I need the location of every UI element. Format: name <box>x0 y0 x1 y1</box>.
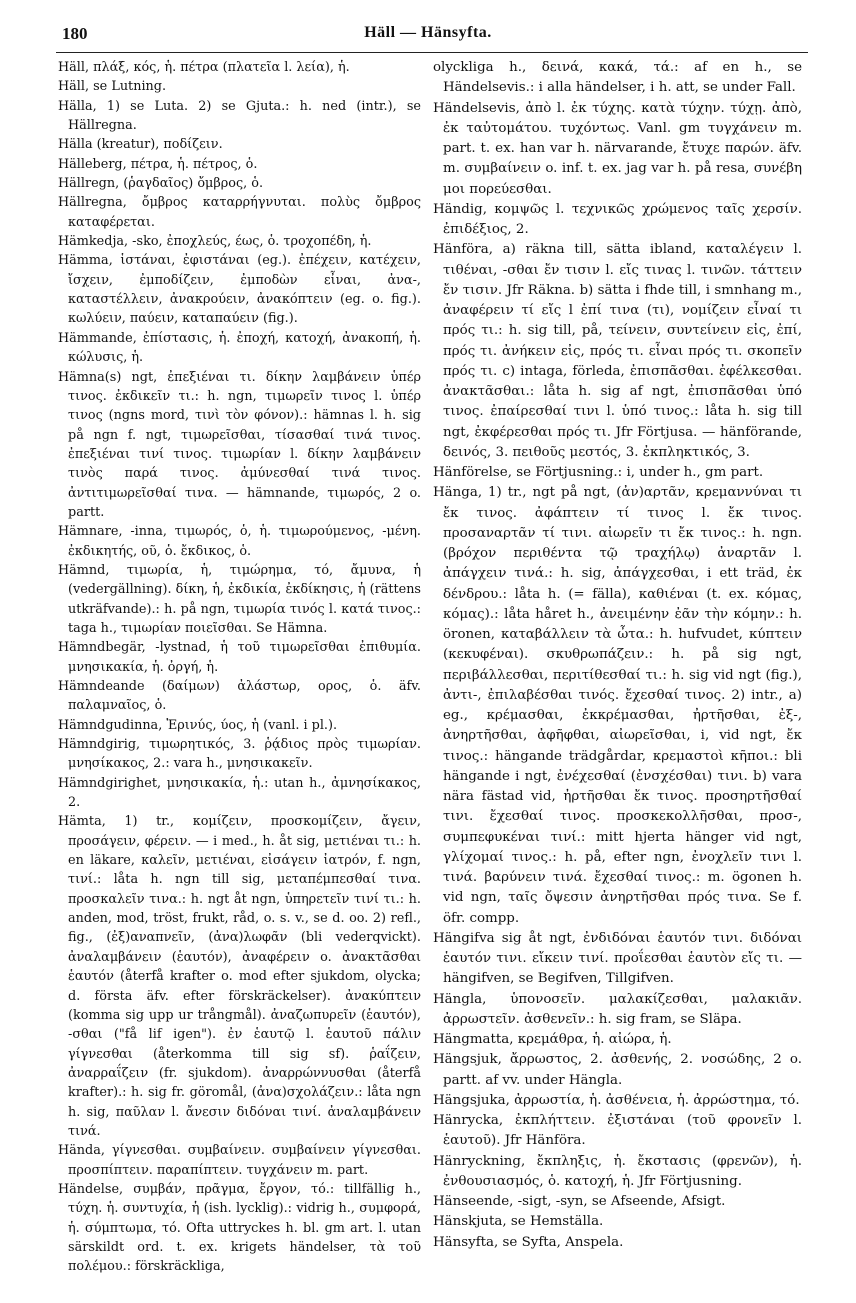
dictionary-entry: Hämndgirig, τιμωρητικός, 3. ῥᾴδιος πρὸς τιμωρίαν. μνησίκακος, 2.: vara h., μνησικακεῖν. <box>58 737 421 772</box>
header-rule <box>56 52 808 53</box>
dictionary-entry: Hälleberg, πέτρα, ἡ. πέτρος, ὁ. <box>58 156 258 172</box>
dictionary-entry: Hämnd, τιμωρία, ἡ, τιμώρημα, τό, ἄμυνα, ἡ (vedergällning). δίκη, ἡ, ἐκδικία, ἐκδίκησις, ἡ (rättens utkräfvande).: h. på ngn, τιμωρία τινός l. κατά τινος.: taga h., τιμωρίαν ποιεῖσθαι. Se Hämna. <box>58 562 421 636</box>
dictionary-entry: Hämndeande (δαίμων) ἀλάστωρ, ορος, ὁ. äfv. παλαμναῖος, ὁ. <box>58 679 421 714</box>
dictionary-entry: Hämndgudinna, Ἐρινύς, ύος, ἡ (vanl. i pl.). <box>58 717 338 733</box>
dictionary-entry: Hänga, 1) tr., ngt på ngt, (ἀν)αρτᾶν, κρεμαννύναι τι ἔκ τινος. ἀφάπτειν τί τινος l. ἔκ τινος. προσαναρτᾶν τί τινι. αἰωρεῖν τι ἔκ τινος.: h. ngn. (βρόχον περιθέντα τῷ τραχήλῳ) ἀναρτᾶν l. ἀπάγχειν τινά.: h. sig, ἀπάγχεσθαι, i ett träd, ἐκ δένδρου.: låta h. (= fälla), καθιέναι (t. ex. κόμας, κόμας).: låta håret h., ἀνειμένην ἐᾶν τὴν κόμην.: h. öronen, καταβάλλειν τὰ ὦτα.: h. hufvudet, κύπτειν (κεκυφέναι). σκυθρωπάζειν.: h. på sig ngt, περιβάλλεσθαι, περιτίθεσθαί τι.: h. sig vid ngt (fig.), ἀντι-, ἐπιλαβέσθαι τινός. ἔχεσθαί τινος. 2) intr., a) eg., κρέμασθαι, ἐκκρέμασθαι, ἠρτῆσθαι, ἐξ-, ἀνηρτῆσθαι, ἀφῆφθαι, αἰωρεῖσθαι, i, vid ngt, ἔκ τινος.: hängande trädgårdar, κρεμαστοὶ κῆποι.: bli hängande i ngt, ἐνέχεσθαί (ἐνσχέσθαι) τινι. b) vara nära fästad vid, ἠρτῆσθαι ἔκ τινος. προσηρτῆσθαί τινι. ἔχεσθαί τινος. προσκεκολλῆσθαι, προσ-, συμπεφυκέναι τινί.: mitt hjerta hänger vid ngt, γλίχομαί τινος.: h. på, efter ngn, ἐνοχλεῖν τινι l. τινά. βαρύνειν τινά. ἔχεσθαί τινος.: m. ögonen h. vid ngn, ταῖς ὄψεσιν ἀνηρτῆσθαι πρός τινα. Se f. öfr. compp. <box>433 485 802 926</box>
left-column <box>58 58 421 1293</box>
dictionary-entry: Hänrycka, ἐκπλήττειν. ἐξιστάναι (τοῦ φρονεῖν l. ἑαυτοῦ). Jfr Hänföra. <box>433 1113 802 1149</box>
dictionary-entry: Hängsjuk, ἄρρωστος, 2. ἀσθενής, 2. νοσώδης, 2 o. partt. af vv. under Hängla. <box>433 1052 802 1088</box>
dictionary-entry: Hämmande, ἐπίστασις, ἡ. ἐποχή, κατοχή, ἀνακοπή, ἡ. κώλυσις, ἡ. <box>58 330 421 366</box>
dictionary-entry: Händig, κομψῶς l. τεχνικῶς χρώμενος ταῖς χερσίν. ἐπιδέξιος, 2. <box>433 201 802 237</box>
dictionary-entry: Hänföra, a) räkna till, sätta ibland, καταλέγειν l. τιθέναι, -σθαι ἔν τισιν l. εἴς τινας l. τινῶν. τάττειν ἔν τισιν. Jfr Räkna. b) sätta i fhde till, i smnhang m., ἀναφέρειν τί εἴς l ἐπί τινα (τι), νομίζειν εἶναί τι πρός τι.: h. sig till, på, τείνειν, συντείνειν εἰς, ἐπί, πρός τι. ἀνήκειν εἰς, πρός τι. εἶναι πρός τι. σκοπεῖν πρός τι. c) intaga, förleda, ἐπισπᾶσθαι. ἐφέλκεσθαι. ἀνακτᾶσθαι.: låta h. sig af ngt, ἐπισπᾶσθαι ὑπό τινος. ἐπαίρεσθαί τινι l. ὑπό τινος.: låta h. sig till ngt, ἐκφέρεσθαι πρός τι. Jfr Förtjusa. — hänförande, δεινός, 3. πειθοῦς μεστός, 3. ἐκπληκτικός, 3. <box>433 242 802 460</box>
dictionary-entry: Häll, se Lutning. <box>58 79 167 95</box>
right-column <box>433 58 802 1293</box>
dictionary-entry: Hängla, ὑπονοσεῖν. μαλακίζεσθαι, μαλακιᾶν. ἀρρωστεῖν. ἀσθενεῖν.: h. sig fram, se Släpa. <box>433 991 802 1027</box>
dictionary-entry: Hängmatta, κρεμάθρα, ἡ. αἰώρα, ἡ. <box>433 1032 672 1047</box>
dictionary-entry: Hänseende, -sigt, -syn, se Afseende, Afsigt. <box>433 1194 726 1209</box>
dictionary-entry: Händelsevis, ἀπὸ l. ἐκ τύχης. κατὰ τύχην. τύχῃ. ἀπὸ, ἐκ ταὐτομάτου. τυχόντως. Vanl. gm τυγχάνειν m. part. t. ex. han var h. närvarande, ἔτυχε παρών. äfv. m. συμβαίνειν o. inf. t. ex. jag var h. på resa, συνέβη μοι πορεύεσθαι. <box>433 100 802 197</box>
dictionary-entry: Hälla, 1) se Luta. 2) se Gjuta.: h. ned (intr.), se Hällregna. <box>58 98 421 134</box>
dictionary-entry: Hängsjuka, ἀρρωστία, ἡ. ἀσθένεια, ἡ. ἀρρώστημα, τό. <box>433 1092 800 1108</box>
dictionary-entry: Händelse, συμβάν, πρᾶγμα, ἔργον, τό.: tillfällig h., τύχη. ἡ. συντυχία, ἡ (ish. lycklig).: vidrig h., συμφορά, ἡ. σύμπτωμα, τό. Ofta uttryckes h. bl. gm art. l. utan särskildt ord. t. ex. krigets händelser, τὰ τοῦ πολέμου.: förskräckliga, <box>58 1181 421 1275</box>
dictionary-entry: Hänförelse, se Förtjusning.: i, under h., gm part. <box>433 465 764 480</box>
dictionary-entry: Hänsyfta, se Syfta, Anspela. <box>433 1234 624 1250</box>
dictionary-entry: Häll, πλάξ, κός, ἡ. πέτρα (πλατεῖα l. λεία), ἡ. <box>58 60 350 75</box>
dictionary-entry: Hända, γίγνεσθαι. συμβαίνειν. συμβαίνειν γίγνεσθαι. προσπίπτειν. παραπίπτειν. τυγχάνειν m. part. <box>58 1143 421 1178</box>
dictionary-entry: Hälla (kreatur), ποδίζειν. <box>58 137 223 153</box>
dictionary-entry: Hänskjuta, se Hemställa. <box>433 1214 604 1230</box>
dictionary-entry: Hämkedja, -sko, ἐποχλεύς, έως, ὁ. τροχοπέδη, ἡ. <box>58 234 372 250</box>
dictionary-entry: Hämma, ἱστάναι, ἐφιστάναι (eg.). ἐπέχειν, κατέχειν, ἴσχειν, ἐμποδίζειν, ἐμποδὼν εἶναι, ἀνα-, καταστέλλειν, ἀνακρούειν, ἀνακόπτειν (eg. o. fig.). κωλύειν, παύειν, καταπαύειν (fig.). <box>58 253 421 327</box>
dictionary-entry: Hämna(s) ngt, ἐπεξιέναι τι. δίκην λαμβάνειν ὑπέρ τινος. ἐκδικεῖν τι.: h. ngn, τιμωρεῖν τινος l. ὑπέρ τινος (ngns mord, τινὶ τὸν φόνον).: hämnas l. h. sig på ngn f. ngt, τιμωρεῖσθαι, τίσασθαί τινά τινος. ἐπεξιέναι τινί τινος. τιμωρίαν l. δίκην λαμβάνειν τινὸς παρά τινος. ἀμύνεσθαί τινά τινος. ἀντιτιμωρεῖσθαί τινα. — hämnande, τιμωρός, 2 o. partt. <box>58 369 421 520</box>
dictionary-entry: Hänryckning, ἔκπληξις, ἡ. ἔκστασις (φρενῶν), ἡ. ἐνθουσιασμός, ὁ. κατοχή, ἡ. Jfr Förtjusning. <box>433 1153 802 1189</box>
dictionary-entry: Hängifva sig åt ngt, ἐνδιδόναι ἑαυτόν τινι. διδόναι ἑαυτόν τινι. εἴκειν τινί. προΐεσθαι ἑαυτὸν εἴς τι. — hängifven, se Begifven, Tillgifven. <box>433 930 802 987</box>
dictionary-entry: Hämta, 1) tr., κομίζειν, προσκομίζειν, ἄγειν, προσάγειν, φέρειν. — i med., h. åt sig, μετιέναι τι.: h. en läkare, καλεῖν, μετιέναι, εἰσάγειν ἰατρόν, f. ngn, τινί.: låta h. ngn till sig, μεταπέμπεσθαί τινα. προσκαλεῖν τινα.: h. ngt åt ngn, ὑπηρετεῖν τινί τι.: h. anden, mod, tröst, frukt, råd, o. s. v., se d. oo. 2) refl., fig., (ἐξ)αναπνεῖν, (ἀνα)λωφᾶν (bli vederqvickt). ἀναλαμβάνειν (ἑαυτόν), ἀναφέρειν o. ἀνακτᾶσθαι ἑαυτόν (återfå krafter o. mod efter sjukdom, olycka; d. första äfv. efter förskräckelser). ἀνακύπτειν (komma sig upp ur trångmål). ἀναζωπυρεῖν (ἑαυτόν), -σθαι ("få lif igen"). ἐν ἑαυτῷ l. ἑαυτοῦ πάλιν γίγνεσθαι (återkomma till sig sf). ῥαΐζειν, ἀναρραΐζειν (fr. sjukdom). ἀναρρώννυσθαι (återfå krafter).: h. sig fr. göromål, (ἀνα)σχολάζειν.: låta ngn h. sig, παῦλαν l. ἄνεσιν διδόναι τινί. ἀναλαμβάνειν τινά. <box>58 814 421 1139</box>
dictionary-entry: Hämndbegär, -lystnad, ἡ τοῦ τιμωρεῖσθαι ἐπιθυμία. μνησικακία, ἡ. ὀργή, ἡ. <box>58 640 421 675</box>
dictionary-entry: Hämndgirighet, μνησικακία, ἡ.: utan h., ἀμνησίκακος, 2. <box>58 775 421 811</box>
dictionary-entry: Hällregna, ὄμβρος καταρρήγνυται. πολὺς ὄμβρος καταφέρεται. <box>58 195 421 230</box>
dictionary-entry: Hämnare, -inna, τιμωρός, ὁ, ἡ. τιμωρούμενος, -μένη. ἐκδικητής, οῦ, ὁ. ἔκδικος, ὁ. <box>58 524 421 559</box>
dictionary-entry: Hällregn, (ῥαγδαῖος) ὄμβρος, ὁ. <box>58 176 264 192</box>
dictionary-entry-continued: olyckliga h., δεινά, κακά, τά.: af en h., se Händelsevis.: i alla händelser, i h. att, se under Fall. <box>433 60 802 96</box>
page-number: 180 <box>62 24 88 43</box>
running-head: Häll — Hänsyfta. <box>364 24 492 41</box>
